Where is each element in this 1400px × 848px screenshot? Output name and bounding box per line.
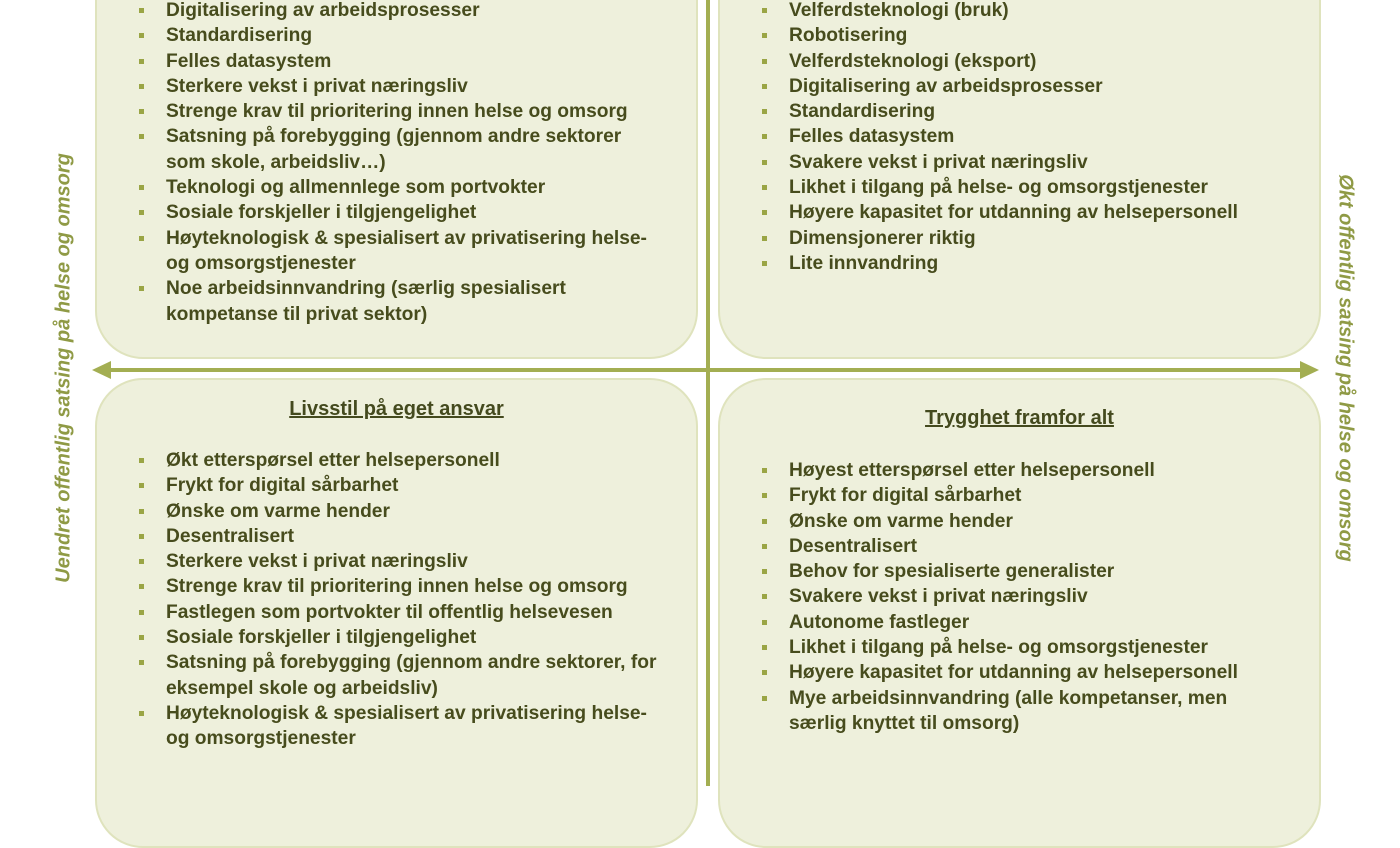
list-item: Noe arbeidsinnvandring (særlig spesialisert kompetanse til privat sektor)	[166, 276, 662, 327]
list-item: Frykt for digital sårbarhet	[166, 473, 662, 498]
list-item: Strenge krav til prioritering innen helse og omsorg	[166, 574, 662, 599]
list-item: Behov for spesialiserte generalister	[789, 559, 1285, 584]
list-item: Felles datasystem	[166, 49, 662, 74]
right-arrowhead	[1300, 361, 1319, 379]
list-item: Standardisering	[789, 99, 1285, 124]
quadrant-title: Trygghet framfor alt	[925, 407, 1114, 429]
list-item: Sosiale forskjeller i tilgjengelighet	[166, 200, 662, 225]
list-item: Strenge krav til prioritering innen helse og omsorg	[166, 99, 662, 124]
list-item: Høyest etterspørsel etter helsepersonell	[789, 458, 1285, 483]
list-item: Frykt for digital sårbarhet	[789, 483, 1285, 508]
list-item: Svakere vekst i privat næringsliv	[789, 150, 1285, 175]
list-item: Høyteknologisk & spesialisert av privatisering helse- og omsorgstjenester	[166, 226, 662, 277]
list-item: Svakere vekst i privat næringsliv	[789, 584, 1285, 609]
list-item: Sterkere vekst i privat næringsliv	[166, 549, 662, 574]
list-item: Ønske om varme hender	[166, 499, 662, 524]
list-item: Standardisering	[166, 23, 662, 48]
list-item: Autonome fastleger	[789, 610, 1285, 635]
list-item: Velferdsteknologi (eksport)	[789, 49, 1285, 74]
right-axis-label: Økt offentlig satsing på helse og omsorg	[1334, 174, 1357, 562]
list-item: Høyere kapasitet for utdanning av helsepersonell	[789, 660, 1285, 685]
list-item: Desentralisert	[789, 534, 1285, 559]
left-arrowhead	[92, 361, 111, 379]
list-item: Satsning på forebygging (gjennom andre sektorer, for eksempel skole og arbeidsliv)	[166, 650, 662, 701]
list-item: Fastlegen som portvokter til offentlig helsevesen	[166, 600, 662, 625]
list-item: Lite innvandring	[789, 251, 1285, 276]
list-item: Satsning på forebygging (gjennom andre sektorer som skole, arbeidsliv…)	[166, 124, 662, 175]
list-item: Felles datasystem	[789, 124, 1285, 149]
list-item: Ønske om varme hender	[789, 509, 1285, 534]
list-item: Robotisering	[789, 23, 1285, 48]
list-item: Høyere kapasitet for utdanning av helsepersonell	[789, 200, 1285, 225]
list-item: Sosiale forskjeller i tilgjengelighet	[166, 625, 662, 650]
list-item: Teknologi og allmennlege som portvokter	[166, 175, 662, 200]
list-item: Desentralisert	[166, 524, 662, 549]
list-item: Digitalisering av arbeidsprosesser	[166, 0, 662, 23]
quadrant-title: Livsstil på eget ansvar	[289, 398, 504, 420]
left-axis-label: Uendret offentlig satsing på helse og omsorg	[52, 153, 75, 583]
list-item: Mye arbeidsinnvandring (alle kompetanser, men særlig knyttet til omsorg)	[789, 686, 1285, 737]
list-item: Sterkere vekst i privat næringsliv	[166, 74, 662, 99]
list-item: Digitalisering av arbeidsprosesser	[789, 74, 1285, 99]
list-item: Dimensjonerer riktig	[789, 226, 1285, 251]
list-item: Høyteknologisk & spesialisert av privatisering helse- og omsorgstjenester	[166, 701, 662, 752]
list-item: Velferdsteknologi (bruk)	[789, 0, 1285, 23]
list-item: Økt etterspørsel etter helsepersonell	[166, 448, 662, 473]
list-item: Likhet i tilgang på helse- og omsorgstjenester	[789, 635, 1285, 660]
list-item: Likhet i tilgang på helse- og omsorgstjenester	[789, 175, 1285, 200]
